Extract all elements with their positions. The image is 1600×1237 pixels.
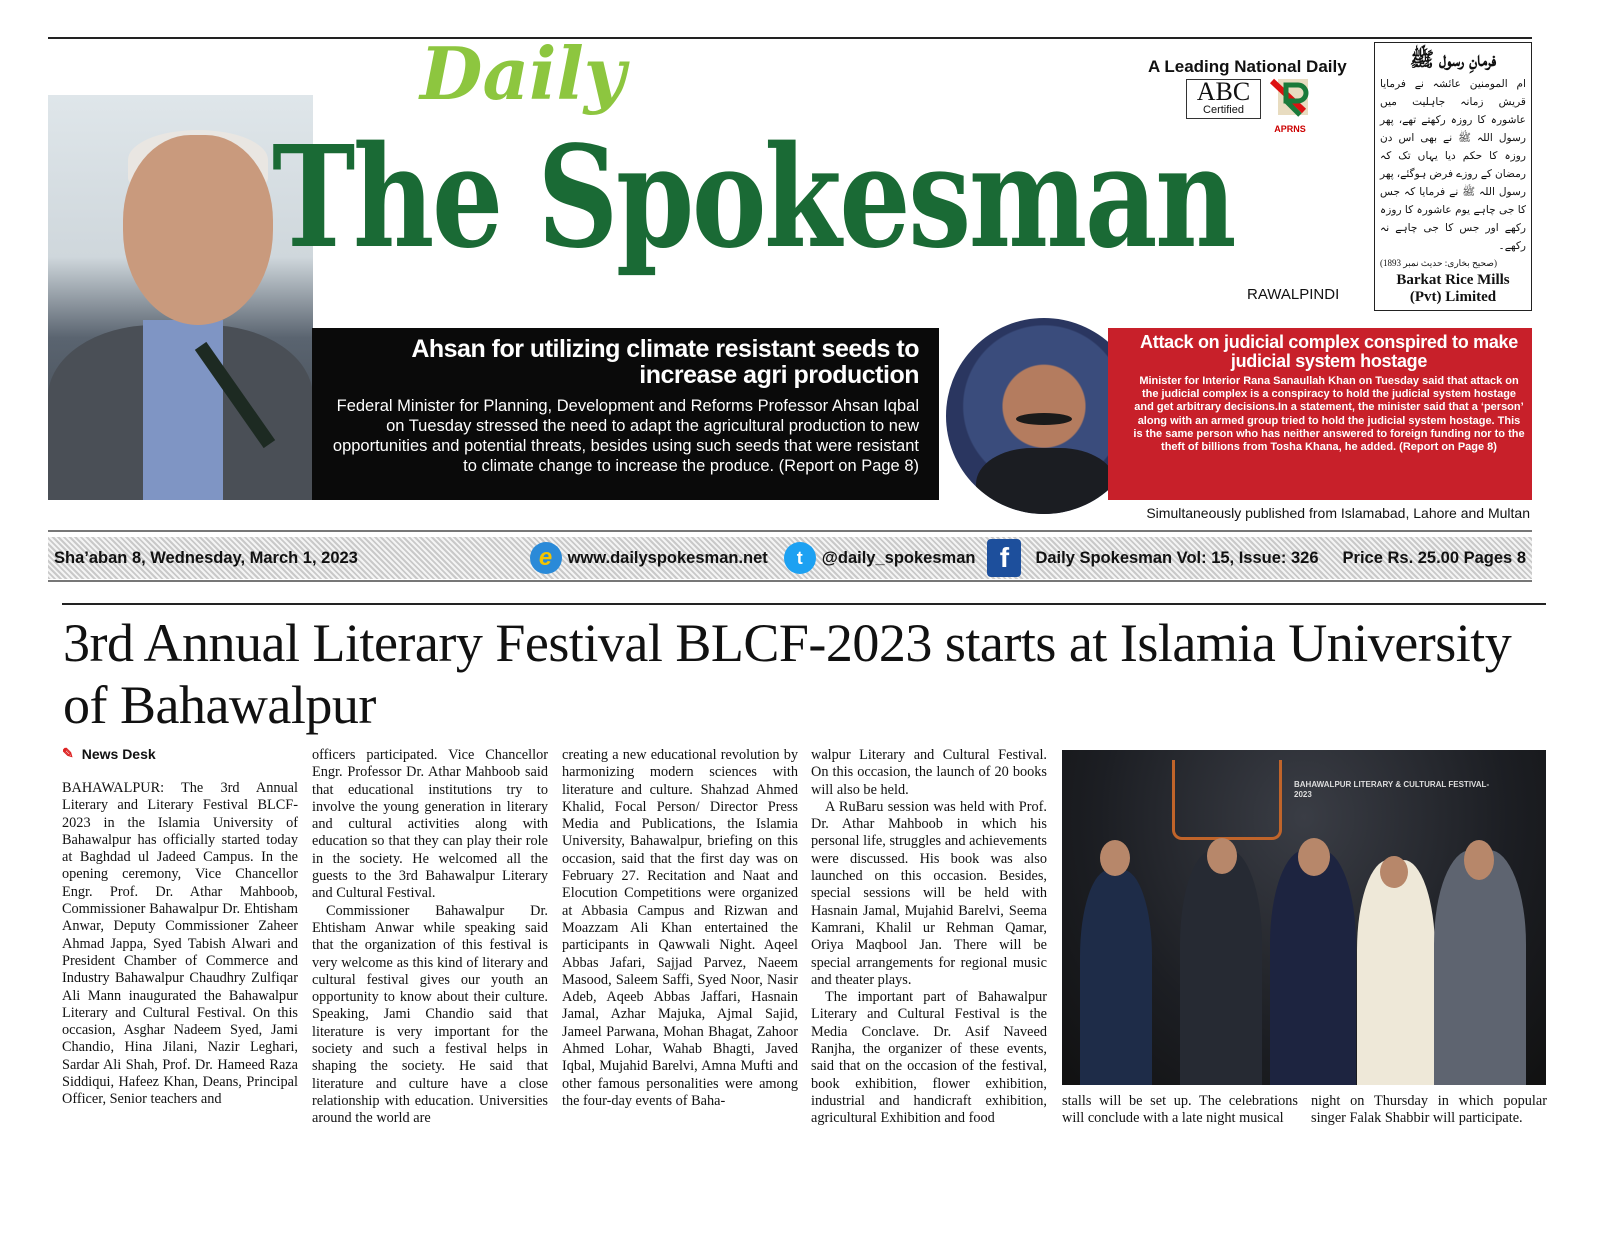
news-desk-icon: ✎ — [62, 745, 74, 761]
article-column-2 — [312, 747, 548, 1128]
article-column-1 — [62, 780, 298, 1109]
price-pages: Price Rs. 25.00 Pages 8 — [1342, 548, 1526, 567]
article-top-rule — [62, 603, 1546, 605]
issue-date: Sha’aban 8, Wednesday, March 1, 2023 — [54, 548, 358, 567]
abc-certified-logo — [1186, 79, 1261, 119]
paragraph: creating a new educational revolution by harmonizing modern sciences with literature and culture. Shahzad Ahmed Khalid, Focal Person/ Director Press Media and Publications, the Islamia University, Bahawalpur, briefing on this occasion, said that the first day was on February 27. Recitation and Naat and Elocution Competitions were organized at Abbasia Campus and Rizwan and Moazzam Ali Khan entertained the participants in Qawwali Night. Aqeel Abbas Jafari, Sajjad Parvez, Naeem Masood, Saleem Saffi, Syed Noor, Nasir Adeb, Aqeeb Abbas Jaffari, Hasnain Jamal, Azhar Majuka, Ajmal Sajid, Jameel Parwana, Mohan Bhagat, Zahoor Ahmed Lohar, Wahab Bhagti, Javed Iqbal, Mujahid Barelvi, Amna Mufti and other famous personalities were among the four-day events of Baha- — [562, 747, 798, 1109]
festival-logo — [1172, 760, 1282, 840]
second-story-box — [1108, 328, 1532, 500]
paragraph: BAHAWALPUR: The 3rd Annual Literary and Literary Festival BLCF-2023 in the Islamia University of Bahawalpur has officially started today at Baghdad ul Jadeed Campus. In the opening ceremony, Vice Chancellor Engr. Prof. Dr. Athar Mahboob, Commissioner Bahawalpur Dr. Ehtisham Anwar, Deputy Commissioner Zaheer Ahmad Jappa, Syed Tabish Alwari and President Chamber of Commerce and Industry Bahawalpur Chaudhry Zulfiqar Ali Mann inaugurated the Bahawalpur Literary and Cultural Festival. On this occasion, Asghar Nadeem Syed, Jami Chandio, Hina Jilani, Nazir Leghari, Sardar Ali Shah, Prof. Dr. Hameed Raza Siddiqui, Hafeez Khan, Deans, Principal Officer, Senior teachers and — [62, 780, 298, 1108]
article-column-4 — [811, 747, 1047, 1128]
paragraph: The important part of Bahawalpur Literary and Cultural Festival is the Media Conclave. Dr. Asif Naveed Ranjha, the organizer of these events, said that on the occasion of the festival, book exhibition, flower exhibition, industrial and handicraft exhibition, agricultural Exhibition and food — [811, 989, 1047, 1127]
website-link[interactable]: www.dailyspokesman.net — [567, 548, 768, 567]
date-banner — [48, 537, 1532, 579]
twitter-icon[interactable]: t — [784, 542, 816, 574]
paragraph: stalls will be set up. The celebrations will conclude with a late night musical — [1062, 1093, 1298, 1127]
tagline: A Leading National Daily — [1148, 57, 1347, 76]
paragraph: walpur Literary and Cultural Festival. On this occasion, the launch of 20 books will also be held. — [811, 747, 1047, 798]
byline — [62, 745, 156, 762]
stage-text: BAHAWALPUR LITERARY & CULTURAL FESTIVAL-2023 — [1294, 780, 1490, 799]
aprns-mark-icon — [1268, 77, 1312, 119]
festival-event-photo — [1062, 750, 1546, 1085]
second-story-headline[interactable]: Attack on judicial complex conspired to make judicial system hostage — [1140, 332, 1518, 371]
abc-text: ABC — [1196, 77, 1251, 106]
hadith-sponsor: Barkat Rice Mills (Pvt) Limited — [1396, 272, 1510, 305]
hadith-heading: فرمانِ رسول ﷺ — [1409, 49, 1497, 71]
aprns-text: APRNS — [1274, 124, 1306, 134]
hadith-reference: (صحیح بخاری: حدیث نمبر 1893) — [1380, 258, 1497, 268]
article-column-5 — [1062, 1093, 1298, 1128]
facebook-icon[interactable]: f — [987, 539, 1021, 577]
banner-bottom-rule — [48, 580, 1532, 582]
hadith-text: ام المومنین عائشہ نے فرمایا قریش زمانہ جاہلیت میں عاشورہ کا روزہ رکھتے تھے، پھر رسول اللہ ﷺ نے بھی اس دن روزہ کا حکم دیا یہاں تک کہ رمضان کے روزے فرض ہوگئے، پھر رسول اللہ ﷺ نے فرمایا کہ جس کا جی چاہے یوم عاشورہ کا روزہ رکھے اور جس کا جی چاہے نہ رکھے۔ — [1380, 79, 1526, 252]
article-column-3 — [562, 747, 798, 1110]
edition-city: RAWALPINDI — [1247, 286, 1340, 303]
paragraph: A RuBaru session was held with Prof. Dr. Athar Mahboob in which his personal life, struggles and achievements were discussed. His book was also launched on this occasion. Besides, special sessions will be held with Hasnain Jamal, Mujahid Barelvi, Seema Kamrani, Khalil ur Rehman Qamar, Oriya Maqbool Jan. There will be special arrangements for regional music and theater plays. — [811, 798, 1047, 988]
top-rule — [48, 37, 1532, 39]
banner-top-rule — [48, 530, 1532, 532]
certified-text: Certified — [1203, 104, 1244, 116]
paragraph: night on Thursday in which popular singer Falak Shabbir will participate. — [1311, 1093, 1547, 1127]
paragraph: officers participated. Vice Chancellor Engr. Professor Dr. Athar Mahboob said that educational institutions try to involve the young generation in literary and cultural activities along with education so that they can play their role in the society. He welcomed all the guests to the 3rd Bahawalpur Literary and Cultural Festival. — [312, 747, 548, 902]
lead-story-box — [312, 328, 939, 500]
second-story-body: Minister for Interior Rana Sanaullah Khan on Tuesday said that attack on the judicial complex is a conspiracy to hold the judicial system hostage and get arbitrary decisions.In a statement, the minister said that a ‘person’ along with an armed group tried to hold the judicial system hostage. This is the same person who has neither answered to foreign funding nor to the theft of billions from Tosha Khana, he added. (Report on Page 8) — [1133, 375, 1525, 454]
internet-explorer-icon: e — [530, 542, 562, 574]
twitter-handle[interactable]: @daily_spokesman — [821, 548, 976, 567]
aprns-logo — [1266, 77, 1314, 133]
paragraph: Commissioner Bahawalpur Dr. Ehtisham Anwar while speaking said that the organization of this festival is very welcome as this kind of literary and cultural festival gives our youth an opportunity to know about their culture. Speaking, Jami Chandio said that literature is very important for the society and such a festival helps in shaping the society. He said that literature and culture have a close relationship with education. Universities around the world are — [312, 902, 548, 1127]
hadith-box — [1374, 42, 1532, 311]
byline-text: News Desk — [81, 745, 156, 762]
lead-story-headline[interactable]: Ahsan for utilizing climate resistant seeds to increase agri production — [411, 335, 919, 389]
article-headline[interactable]: 3rd Annual Literary Festival BLCF-2023 starts at Islamia University of Bahawalpur — [63, 613, 1512, 735]
masthead-title: The Spokesman — [272, 116, 1235, 280]
article-column-6 — [1311, 1093, 1547, 1128]
editions-note: Simultaneously published from Islamabad, Lahore and Multan — [1146, 505, 1530, 521]
volume-issue: Daily Spokesman Vol: 15, Issue: 326 — [1035, 548, 1319, 567]
masthead-daily: Daily — [420, 31, 626, 116]
lead-story-body: Federal Minister for Planning, Development and Reforms Professor Ahsan Iqbal on Tuesday stressed the need to adapt the agricultural production to new opportunities and potential threats, besides using such seeds that were resistant to climate change to increase the produce. (Report on Page 8) — [332, 397, 919, 475]
